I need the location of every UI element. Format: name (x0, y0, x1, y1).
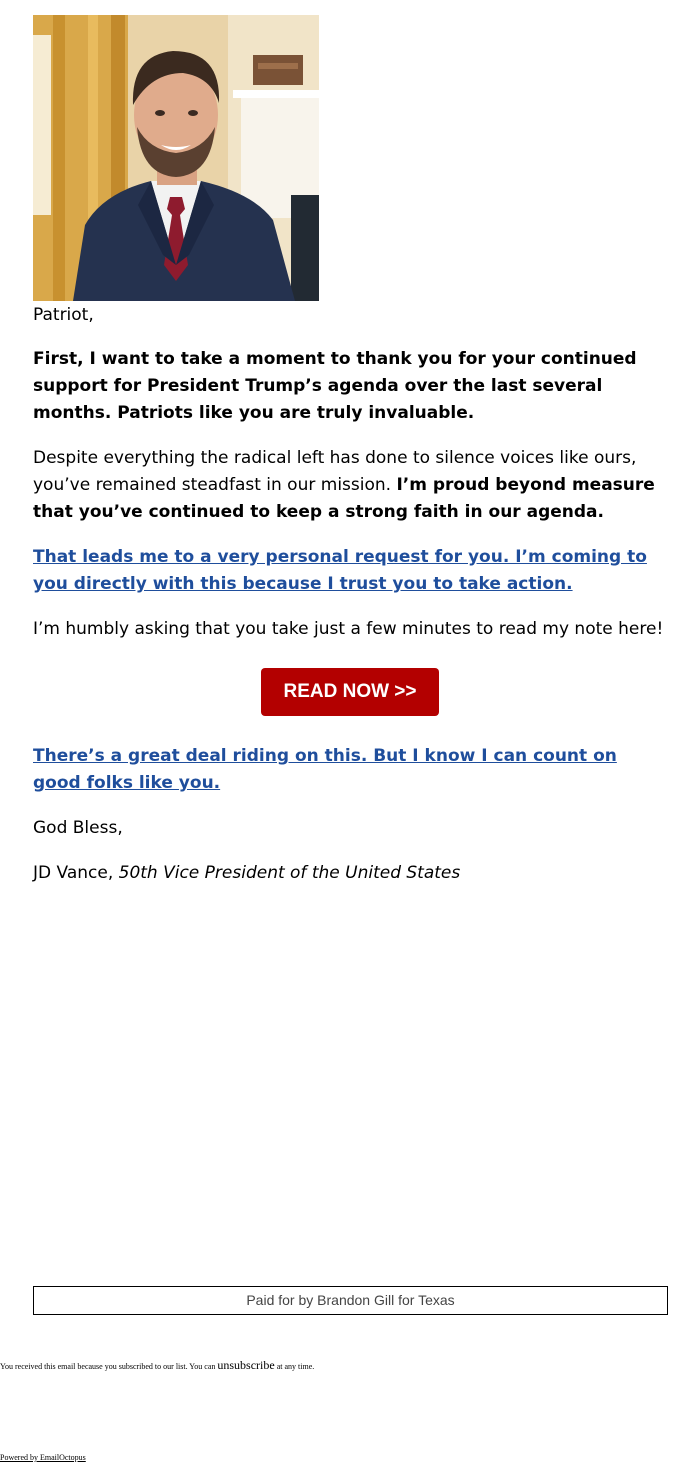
cta-container (33, 668, 669, 716)
powered-by-link[interactable]: Powered by EmailOctopus (0, 1453, 86, 1462)
sign-off: God Bless, (33, 818, 123, 838)
request-link-paragraph (33, 544, 669, 598)
signature (33, 860, 669, 887)
portrait-photo (33, 15, 319, 301)
email-body (33, 15, 669, 887)
riding-link-paragraph (33, 743, 669, 797)
steadfast-bold-text: I’m proud beyond measure that you’ve continued to keep a strong faith in our agenda. (33, 475, 655, 522)
read-now-button[interactable]: READ NOW >> (261, 668, 439, 716)
paid-for-disclaimer: Paid for by Brandon Gill for Texas (33, 1286, 668, 1315)
subscription-notice-tail: at any time. (274, 1362, 315, 1371)
unsubscribe-link[interactable]: unsubscribe (217, 1358, 275, 1372)
ask-paragraph: I’m humbly asking that you take just a few minutes to read my note here! (33, 619, 664, 639)
personal-request-link[interactable]: That leads me to a very personal request for you. I’m coming to you directly with this because I trust you to take action. (33, 547, 647, 594)
steadfast-plain-text: Despite everything the radical left has done to silence voices like ours, you’ve remained steadfast in our mission. (33, 448, 637, 495)
thank-you-paragraph: First, I want to take a moment to thank you for your continued support for President Trump’s agenda over the last several months. Patriots like you are truly invaluable. (33, 349, 637, 423)
subscription-notice (0, 1358, 314, 1373)
great-deal-link[interactable]: There’s a great deal riding on this. But I know I can count on good folks like you. (33, 746, 617, 793)
salutation: Patriot, (33, 305, 94, 325)
steadfast-paragraph (33, 445, 669, 526)
signature-title: 50th Vice President of the United States (118, 863, 461, 883)
signature-name: JD Vance, (33, 863, 119, 883)
subscription-notice-text: You received this email because you subscribed to our list. You can (0, 1362, 218, 1371)
